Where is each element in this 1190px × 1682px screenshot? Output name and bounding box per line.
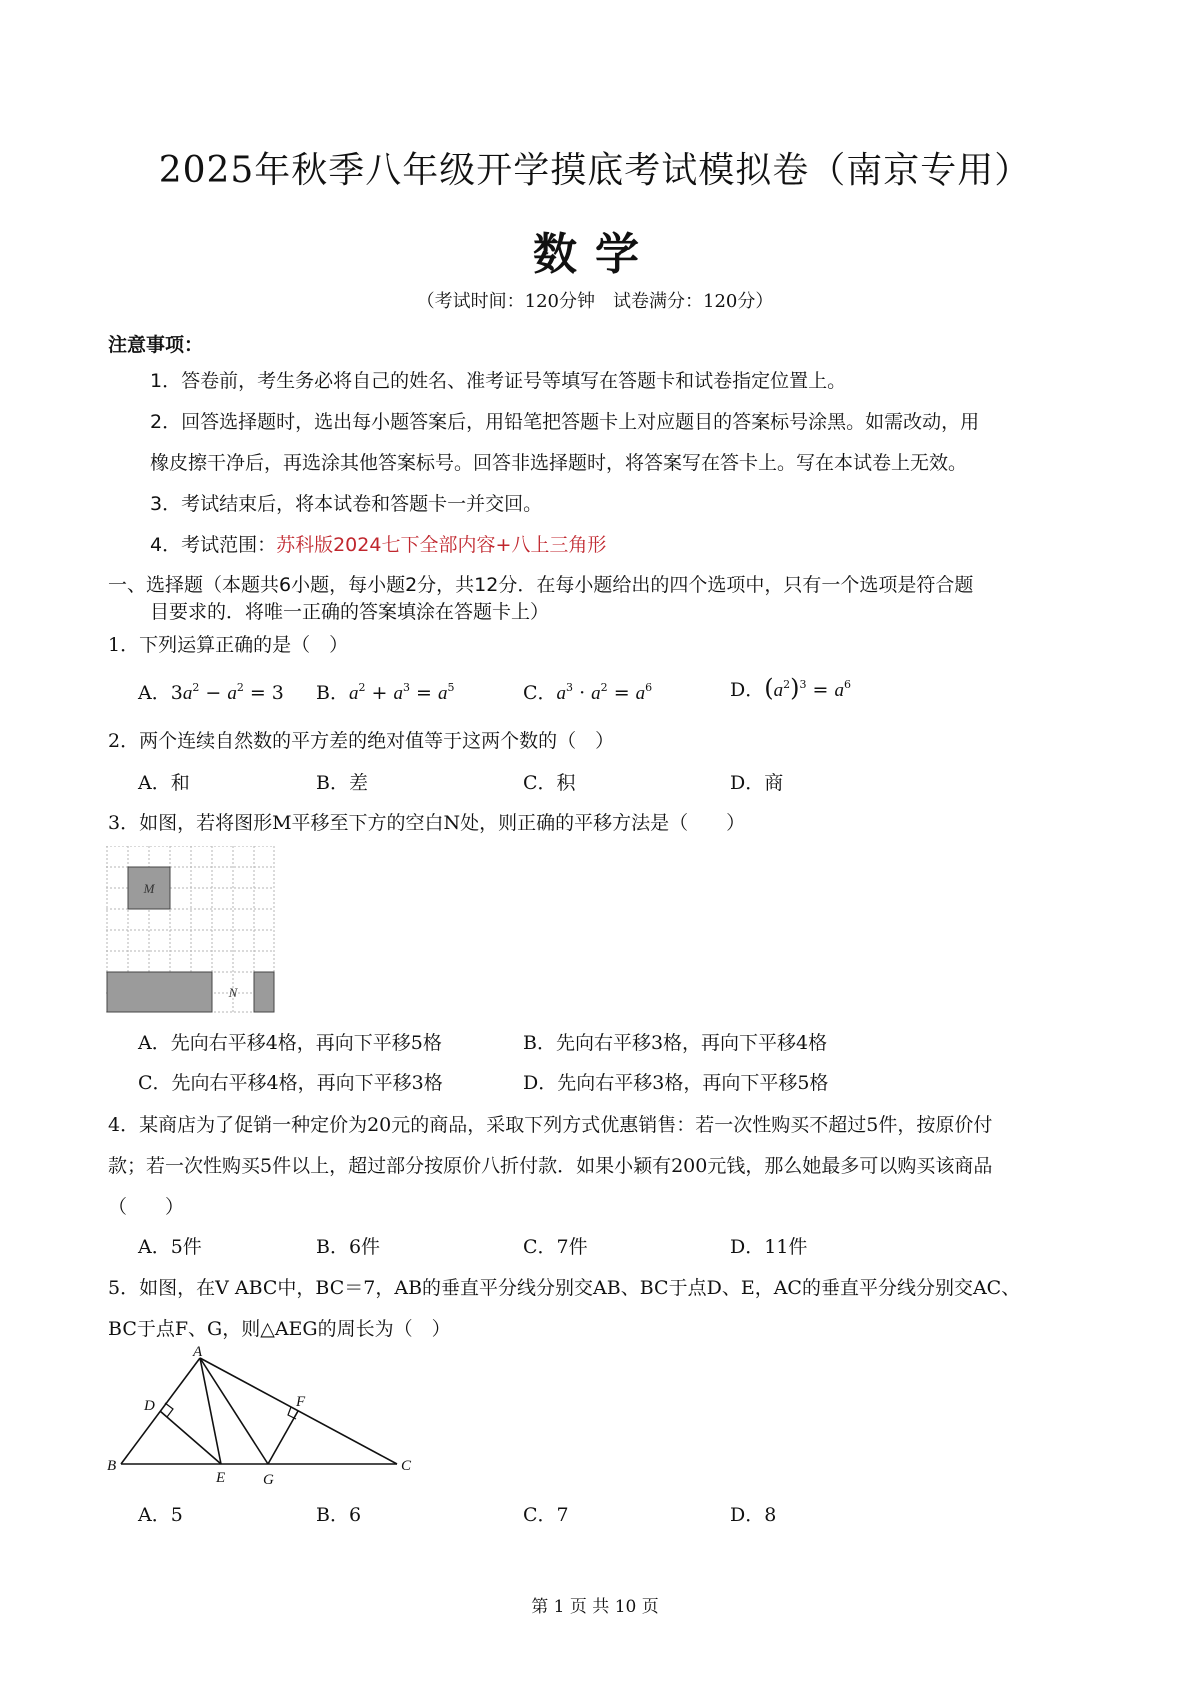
question-5-option-b: B．6 — [316, 1504, 362, 1526]
label-g: G — [263, 1472, 274, 1488]
note-item-4-prefix: 4．考试范围： — [150, 534, 277, 556]
question-3-option-c: C．先向右平移4格，再向下平移3格 — [138, 1072, 443, 1094]
exam-scope: 苏科版2024七下全部内容+八上三角形 — [276, 534, 607, 556]
question-5-option-a: A．5 — [138, 1504, 183, 1526]
note-item-2-line-1: 2．回答选择题时，选出每小题答案后，用铅笔把答题卡上对应题目的答案标号涂黑。如需改动，用 — [150, 411, 980, 433]
question-1-option-c: C．$a^3 \cdot a^2 = a^6$ — [523, 681, 653, 704]
bottom-shaded-left — [107, 972, 212, 1012]
note-item-2-line-2: 橡皮擦干净后，再选涂其他答案标号。回答非选择题时，将答案写在答卡上。写在本试卷上无效。 — [150, 452, 968, 474]
question-4-option-a: A．5件 — [138, 1236, 202, 1258]
question-4-line-1: 4．某商店为了促销一种定价为20元的商品，采取下列方式优惠销售：若一次性购买不超过5件，按原价付 — [108, 1114, 993, 1136]
triangle-lines — [121, 1358, 397, 1464]
label-c: C — [401, 1458, 412, 1474]
question-5-line-1: 5．如图，在V ABC中，BC＝7，AB的垂直平分线分别交AB、BC于点D、E，AC的垂直平分线分别交AC、 — [108, 1277, 1021, 1299]
question-4-line-3: （ ） — [108, 1196, 185, 1218]
question-5-line-2: BC于点F、G，则△AEG的周长为（ ） — [108, 1318, 451, 1340]
label-d: D — [144, 1398, 155, 1414]
label-e: E — [216, 1470, 226, 1486]
question-4-option-d: D．11件 — [730, 1236, 808, 1258]
question-5-option-d: D．8 — [730, 1504, 777, 1526]
exam-title: 2025年秋季八年级开学摸底考试模拟卷（南京专用） — [158, 150, 1032, 191]
segment-fg — [268, 1411, 298, 1464]
question-2-stem: 2．两个连续自然数的平方差的绝对值等于这两个数的（ ） — [108, 730, 615, 752]
question-5-option-c: C．7 — [523, 1504, 569, 1526]
section-1-heading — [108, 572, 1088, 626]
bottom-shaded-right — [254, 972, 274, 1012]
translation-grid-figure — [106, 846, 278, 1014]
question-3-option-a: A．先向右平移4格，再向下平移5格 — [138, 1032, 442, 1054]
note-item-1: 1．答卷前，考生务必将自己的姓名、准考证号等填写在答题卡和试卷指定位置上。 — [150, 370, 847, 392]
question-1-option-d: D．$(a^2)^3 = a^6$ — [730, 674, 851, 702]
question-2-option-d: D．商 — [730, 772, 784, 794]
label-a: A — [193, 1346, 203, 1360]
subject-title: 数学 — [533, 229, 657, 280]
section-1-line-1: 一、选择题（本题共6小题，每小题2分，共12分．在每小题给出的四个选项中，只有一个选项是符合题 — [108, 574, 974, 596]
page-number: 第 1 页 共 10 页 — [531, 1597, 659, 1617]
question-2-option-a: A．和 — [138, 772, 190, 794]
question-3-stem: 3．如图，若将图形M平移至下方的空白N处，则正确的平移方法是（ ） — [108, 812, 746, 834]
question-4-option-b: B．6件 — [316, 1236, 381, 1258]
blank-n-label: N — [228, 985, 238, 1000]
note-item-3: 3．考试结束后，将本试卷和答题卡一并交回。 — [150, 493, 543, 515]
section-1-line-2: 目要求的．将唯一正确的答案填涂在答题卡上） — [150, 601, 550, 623]
question-3-option-d: D．先向右平移3格，再向下平移5格 — [523, 1072, 829, 1094]
note-item-4 — [150, 525, 606, 566]
shape-m-label: M — [143, 881, 155, 896]
triangle-figure — [100, 1346, 420, 1488]
question-3-option-b: B．先向右平移3格，再向下平移4格 — [523, 1032, 828, 1054]
question-4-line-2: 款；若一次性购买5件以上，超过部分按原价八折付款．如果小颖有200元钱，那么她最多可以购买该商品 — [108, 1155, 993, 1177]
question-4-option-c: C．7件 — [523, 1236, 588, 1258]
question-1-option-a: A．$3a^2 - a^2 = 3$ — [138, 681, 284, 704]
question-2-option-b: B．差 — [316, 772, 368, 794]
right-angle-d — [165, 1403, 173, 1417]
question-1-stem: 1．下列运算正确的是（ ） — [108, 634, 349, 656]
side-ac — [200, 1358, 397, 1464]
notes-heading: 注意事项： — [108, 334, 204, 356]
label-b: B — [107, 1458, 117, 1474]
exam-info: （考试时间：120分钟 试卷满分：120分） — [416, 291, 774, 312]
question-1-option-b: B．$a^2 + a^3 = a^5$ — [316, 681, 455, 704]
label-f: F — [296, 1394, 306, 1410]
question-2-option-c: C．积 — [523, 772, 576, 794]
